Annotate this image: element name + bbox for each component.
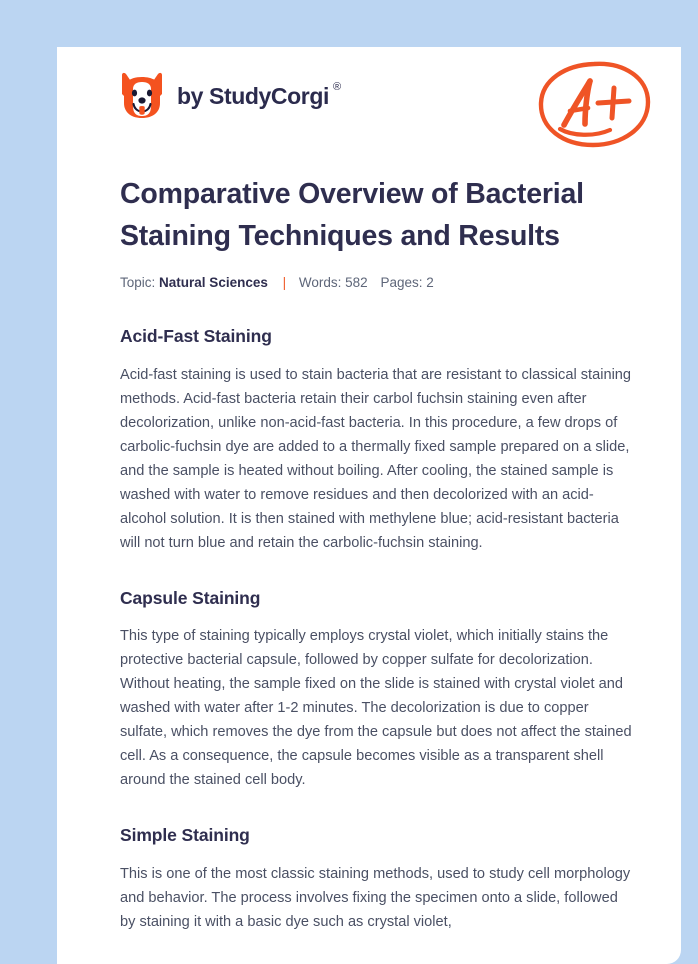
registered-trademark-icon: ® xyxy=(333,80,341,93)
section-paragraph-acid-fast: Acid-fast staining is used to stain bacteria that are resistant to classical staining methods. Acid-fast bacteria retain their carbol fuchsin staining even after decolorization, unlike non-acid-fast bacteria. In this procedure, a few drops of carbolic-fuchsin dye are added to a thermally fixed sample prepared on a slide, and the sample is heated without boiling. After cooling, the stained sample is washed with water to remove residues and then decolorized with an acid-alcohol solution. It is then stained with methylene blue; acid-resistant bacteria will not turn blue and retain the carbolic-fuchsin staining. xyxy=(120,366,632,551)
corgi-face-icon xyxy=(120,72,164,120)
document-page-sheet xyxy=(57,47,681,964)
a-plus-grade-badge xyxy=(536,58,653,150)
section-heading-capsule: Capsule Staining xyxy=(120,587,261,608)
topic-label: Topic: xyxy=(120,274,156,290)
meta-separator: | xyxy=(282,274,287,290)
brand-by-word: by xyxy=(177,82,204,109)
section-paragraph-simple: This is one of the most classic staining methods, used to study cell morphology and behavior. The process involves fixing the specimen onto a slide, followed by staining it with a basic dye such as crystal violet, xyxy=(120,866,631,931)
brand-name: StudyCorgi xyxy=(209,82,329,109)
document-metadata xyxy=(120,274,634,293)
topic-link[interactable]: Natural Sciences xyxy=(159,274,268,290)
section-heading-acid-fast: Acid-Fast Staining xyxy=(120,325,272,346)
word-count: Words: 582 xyxy=(298,274,368,290)
document-header xyxy=(57,47,681,167)
page-title: Comparative Overview of Bacterial Staining Techniques and Results xyxy=(120,178,584,253)
section-heading-simple: Simple Staining xyxy=(120,825,250,846)
document-body xyxy=(120,173,634,934)
section-paragraph-capsule: This type of staining typically employs crystal violet, which initially stains the protective bacterial capsule, followed by copper sulfate for decolorization. Without heating, the sample fixed on the slide is stained with crystal violet and washed with water after 1-2 minutes. The decolorization is due to copper sulfate, which removes the dye from the capsule but does not affect the stained cell. As a consequence, the capsule becomes visible as a transparent shell around the stained cell body. xyxy=(120,628,632,789)
brand-logo-lockup[interactable] xyxy=(120,72,341,120)
brand-wordmark xyxy=(177,80,341,109)
page-count: Pages: 2 xyxy=(380,274,434,290)
